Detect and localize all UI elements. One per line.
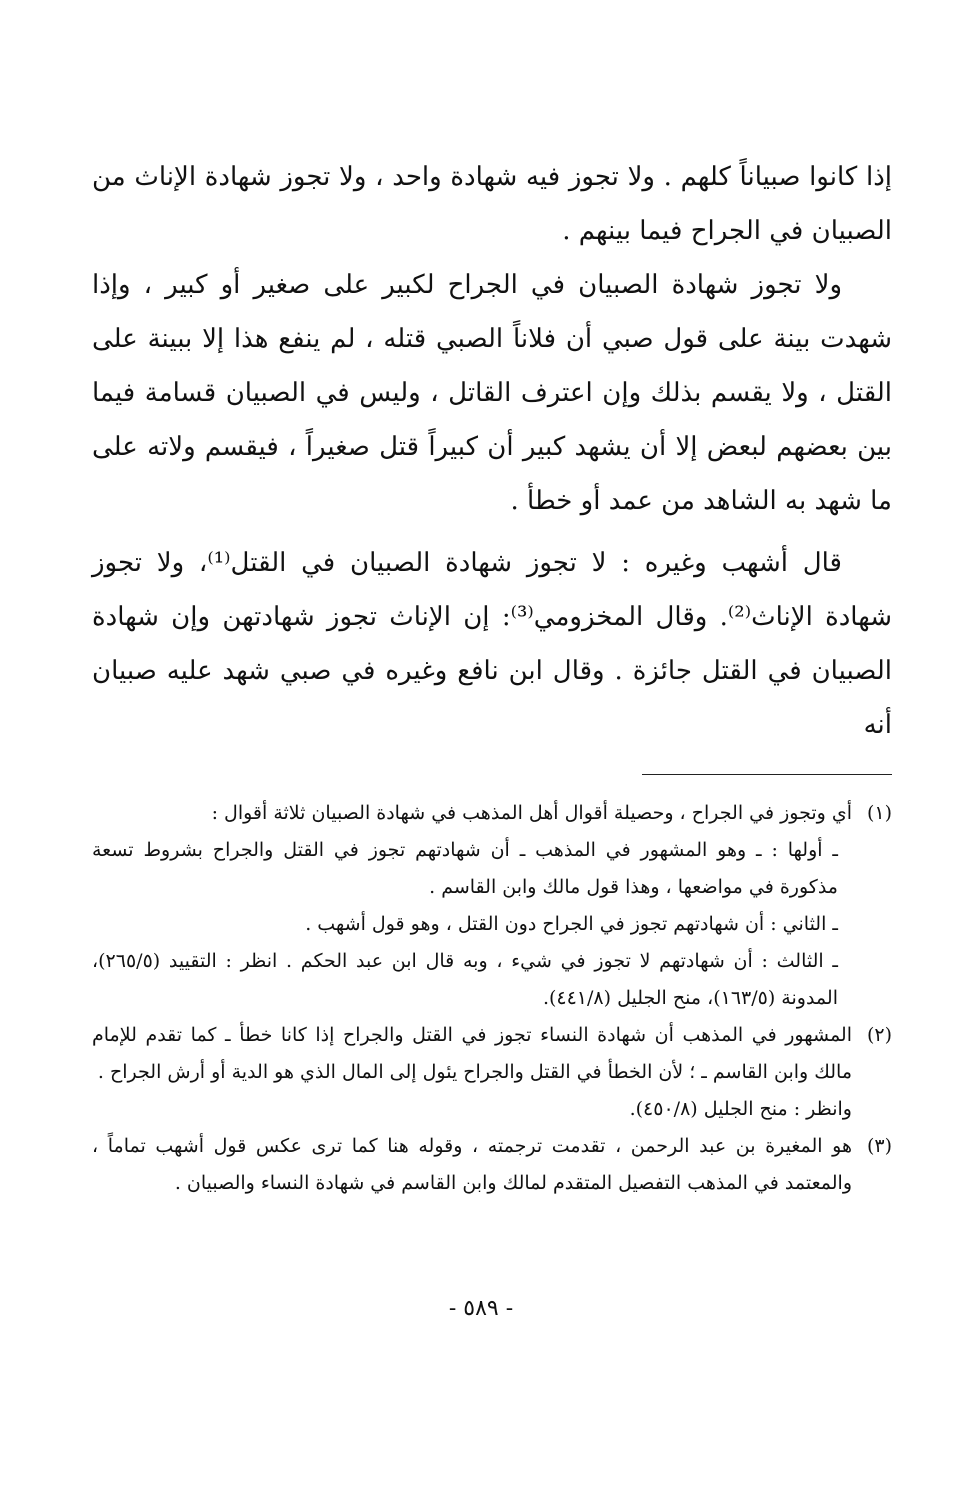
footnote-body [92,795,852,1017]
page-number: - ٥٨٩ - [448,1296,514,1321]
footnote-number: (١) [866,802,892,824]
footnotes [92,795,892,1202]
footnote-line: وانظر : منح الجليل (٤٥٠/٨). [629,1098,852,1120]
footnote-line: المشهور في المذهب أن شهادة النساء تجوز في القتل والجراح إذا كانا خطأ ـ كما تقدم للإمام مالك وابن القاسم ـ ؛ لأن الخطأ في القتل والجراح يئول إلى المال الذي هو الدية أو أرش الجراح . [92,1024,852,1083]
footnote-line: ـ أولها : ـ وهو المشهور في المذهب ـ أن شهادتهم تجوز في القتل والجراح بشروط تسعة مذكورة في مواضعها ، وهذا قول مالك وابن القاسم . [92,839,838,898]
main-paragraph-3: قال أشهب وغيره : لا تجوز شهادة الصبيان في القتل⁽¹⁾، ولا تجوز شهادة الإناث⁽²⁾. وقال المخزومي⁽³⁾: إن الإناث تجوز شهادتهن وإن شهادة الصبيان في القتل جائزة . وقال ابن نافع وغيره في صبي شهد عليه صبيان أنه [92,548,892,740]
footnote-1 [92,795,892,1017]
footnote-line: هو المغيرة بن عبد الرحمن ، تقدمت ترجمته ، وقوله هنا كما ترى عكس قول أشهب تماماً ، والمعتمد في المذهب التفصيل المتقدم لمالك وابن القاسم في شهادة النساء والصبيان . [92,1135,852,1194]
footnote-number: (٣) [866,1135,892,1157]
footnote-line: ـ الثاني : أن شهادتهم تجوز في الجراح دون القتل ، وهو قول أشهب . [305,913,838,935]
main-text [92,150,892,752]
footnote-body [92,1017,852,1128]
main-paragraph-1: إذا كانوا صبياناً كلهم . ولا تجوز فيه شهادة واحد ، ولا تجوز شهادة الإناث من الصبيان في الجراح فيما بينهم . [92,162,892,246]
footnote-number: (٢) [866,1024,892,1046]
main-paragraph-2: ولا تجوز شهادة الصبيان في الجراح لكبير على صغير أو كبير ، وإذا شهدت بينة على قول صبي أن فلاناً الصبي قتله ، لم ينفع هذا إلا ببينة على القتل ، ولا يقسم بذلك وإن اعترف القاتل ، وليس في الصبيان قسامة فيما بين بعضهم لبعض إلا أن يشهد كبير أن كبيراً قتل صغيراً ، فيقسم ولاته على ما شهد به الشاهد من عمد أو خطأ . [92,270,892,516]
footnote-line: أي وتجوز في الجراح ، وحصيلة أقوال أهل المذهب في شهادة الصبيان ثلاثة أقوال : [211,802,852,824]
page-content [92,150,892,1202]
footnote-2 [92,1017,892,1128]
footnote-separator [642,774,892,775]
footnote-body [92,1128,852,1202]
footnote-3 [92,1128,892,1202]
footnote-line: ـ الثالث : أن شهادتهم لا تجوز في شيء ، وبه قال ابن عبد الحكم . انظر : التقييد (٢٦٥/٥)، المدونة (١٦٣/٥)، منح الجليل (٤٤١/٨). [92,950,838,1009]
